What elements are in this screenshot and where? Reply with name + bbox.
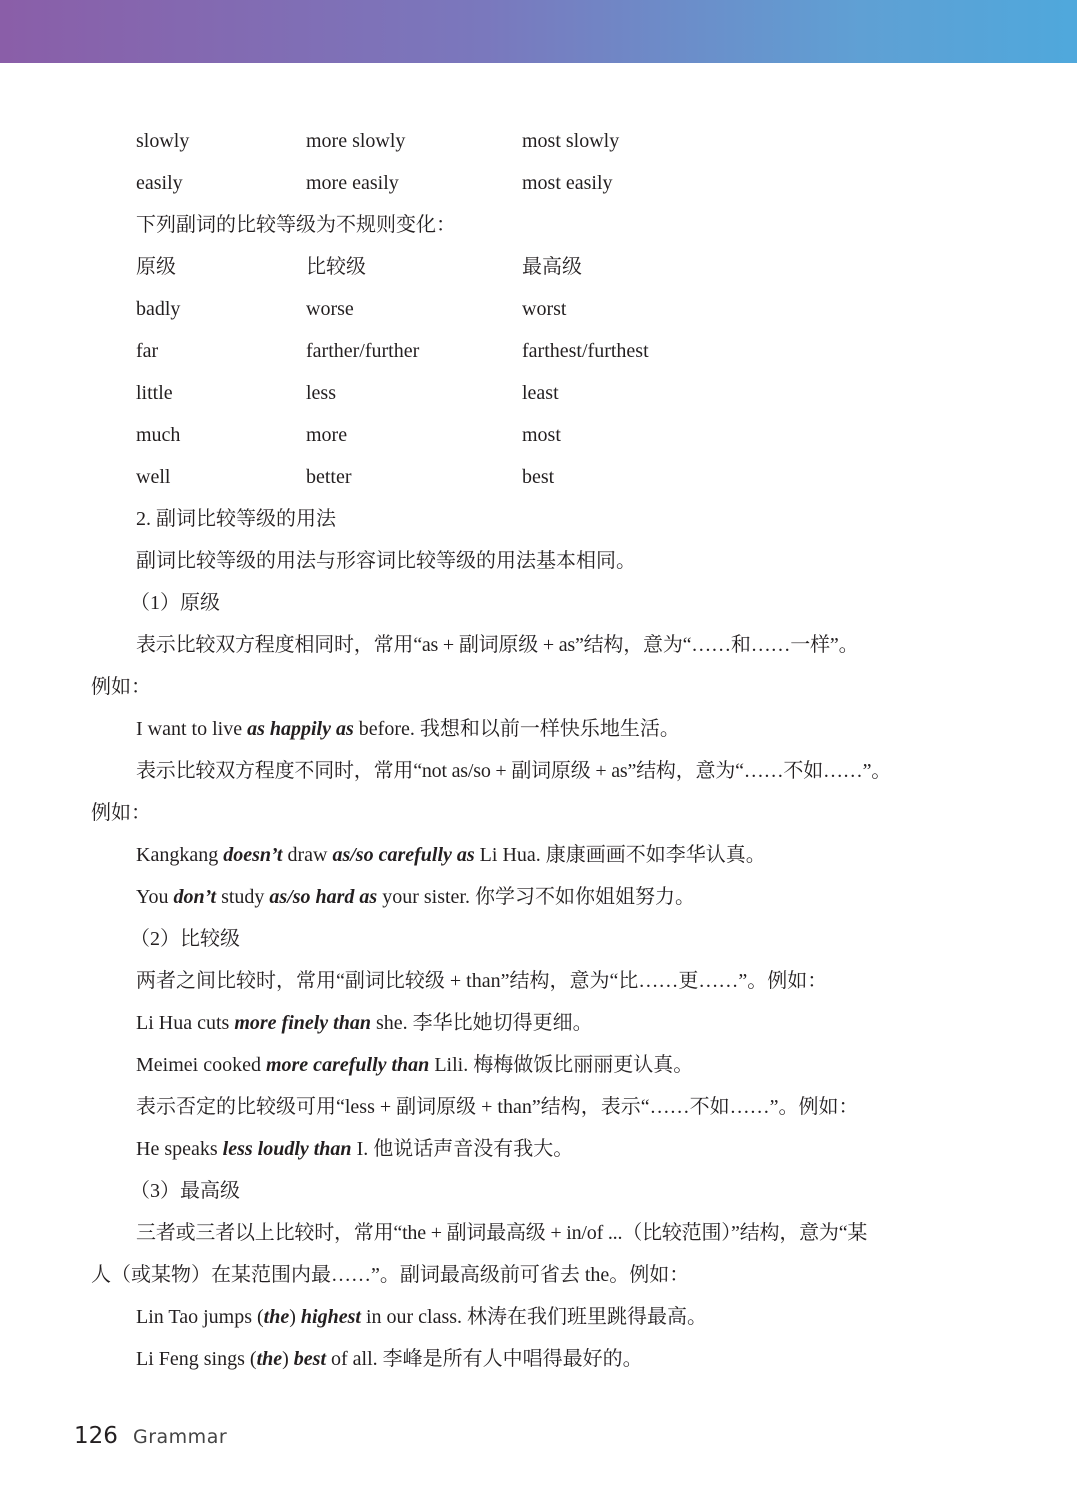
paragraph-line: 人（或某物）在某范围内最……”。副词最高级前可省去 the。例如： <box>91 1264 690 1286</box>
paragraph-line: 表示比较双方程度不同时，常用“not as/so + 副词原级 + as”结构，意为“……不如……”。 <box>136 760 892 782</box>
table-header-cell: 比较级 <box>306 256 366 278</box>
example-emphasis: the <box>256 1348 283 1370</box>
example-sentence <box>0 1296 1077 1338</box>
example-text: Li Feng sings ( <box>136 1348 257 1370</box>
irregular-intro: 下列副词的比较等级为不规则变化： <box>136 214 456 236</box>
example-emphasis: doesn’t <box>223 844 283 866</box>
example-text: study <box>216 886 270 908</box>
example-text: she. 李华比她切得更细。 <box>370 1012 593 1034</box>
section-title: 2. 副词比较等级的用法 <box>136 508 336 530</box>
table-row <box>0 120 1077 162</box>
table-header-cell: 最高级 <box>522 256 582 278</box>
example-text: You <box>136 886 174 908</box>
example-sentence <box>0 1044 1077 1086</box>
paragraph-line: 例如： <box>91 676 151 698</box>
table-header-cell: 原级 <box>136 256 176 278</box>
example-text: in our class. 林涛在我们班里跳得最高。 <box>360 1306 708 1328</box>
table-row <box>0 288 1077 330</box>
section-name: Grammar <box>133 1426 228 1448</box>
example-text: I want to live <box>136 718 248 740</box>
example-sentence <box>0 708 1077 750</box>
table-cell: most <box>522 424 561 446</box>
header-gradient-band <box>0 0 1077 63</box>
table-cell: less <box>306 382 336 404</box>
example-text: ) <box>289 1306 301 1328</box>
page-number: 126 <box>74 1423 118 1449</box>
example-text: Li Hua. 康康画画不如李华认真。 <box>474 844 766 866</box>
example-text: He speaks <box>136 1138 223 1160</box>
table-cell: badly <box>136 298 181 320</box>
table-cell: better <box>306 466 352 488</box>
example-text: Meimei cooked <box>136 1054 266 1076</box>
example-text: I. 他说话声音没有我大。 <box>351 1138 574 1160</box>
example-emphasis: as/so carefully as <box>332 844 475 866</box>
example-emphasis: as/so hard as <box>269 886 378 908</box>
example-emphasis: highest <box>300 1306 361 1328</box>
table-cell: farthest/furthest <box>522 340 649 362</box>
example-sentence <box>0 1338 1077 1380</box>
table-cell: much <box>136 424 181 446</box>
table-cell: most slowly <box>522 130 620 152</box>
table-row <box>0 162 1077 204</box>
table-cell: well <box>136 466 171 488</box>
table-cell: slowly <box>136 130 190 152</box>
example-text: Li Hua cuts <box>136 1012 235 1034</box>
example-sentence <box>0 834 1077 876</box>
example-text: of all. 李峰是所有人中唱得最好的。 <box>326 1348 643 1370</box>
section-intro: 副词比较等级的用法与形容词比较等级的用法基本相同。 <box>136 550 636 572</box>
paragraph-line: 表示比较双方程度相同时，常用“as + 副词原级 + as”结构，意为“……和……一样”。 <box>136 634 859 656</box>
table-row <box>0 456 1077 498</box>
table-cell: worst <box>522 298 567 320</box>
subsection-title: （3）最高级 <box>130 1180 240 1202</box>
subsection-title: （2）比较级 <box>130 928 240 950</box>
example-emphasis: more finely than <box>234 1012 371 1034</box>
example-sentence <box>0 1002 1077 1044</box>
paragraph-line: 三者或三者以上比较时，常用“the + 副词最高级 + in/of ...（比较范围）”结构，意为“某 <box>136 1222 868 1244</box>
paragraph-line: 表示否定的比较级可用“less + 副词原级 + than”结构，表示“……不如……”。例如： <box>136 1096 859 1118</box>
table-cell: little <box>136 382 173 404</box>
example-emphasis: as happily as <box>247 718 354 740</box>
page-footer <box>74 1421 227 1451</box>
example-emphasis: more carefully than <box>265 1054 430 1076</box>
example-emphasis: best <box>293 1348 327 1370</box>
table-cell: worse <box>306 298 354 320</box>
example-text: Lin Tao jumps ( <box>136 1306 264 1328</box>
table-header-row <box>0 246 1077 288</box>
table-row <box>0 372 1077 414</box>
example-sentence <box>0 876 1077 918</box>
table-row <box>0 414 1077 456</box>
paragraph-line: 两者之间比较时，常用“副词比较级 + than”结构，意为“比……更……”。例如： <box>136 970 828 992</box>
table-row <box>0 330 1077 372</box>
table-cell: farther/further <box>306 340 420 362</box>
table-cell: best <box>522 466 555 488</box>
table-cell: least <box>522 382 559 404</box>
table-cell: more easily <box>306 172 399 194</box>
example-text: Lili. 梅梅做饭比丽丽更认真。 <box>429 1054 694 1076</box>
page-content <box>0 120 1077 1380</box>
paragraph-line: 例如： <box>91 802 151 824</box>
example-text: Kangkang <box>136 844 224 866</box>
example-text: your sister. 你学习不如你姐姐努力。 <box>377 886 695 908</box>
example-emphasis: less loudly than <box>222 1138 352 1160</box>
table-cell: more slowly <box>306 130 406 152</box>
example-text: draw <box>282 844 333 866</box>
example-text: ) <box>282 1348 294 1370</box>
table-cell: easily <box>136 172 183 194</box>
example-sentence <box>0 1128 1077 1170</box>
table-cell: far <box>136 340 159 362</box>
table-cell: most easily <box>522 172 613 194</box>
table-cell: more <box>306 424 348 446</box>
example-text: before. 我想和以前一样快乐地生活。 <box>353 718 680 740</box>
example-emphasis: don’t <box>173 886 217 908</box>
subsection-title: （1）原级 <box>130 592 220 614</box>
example-emphasis: the <box>263 1306 290 1328</box>
